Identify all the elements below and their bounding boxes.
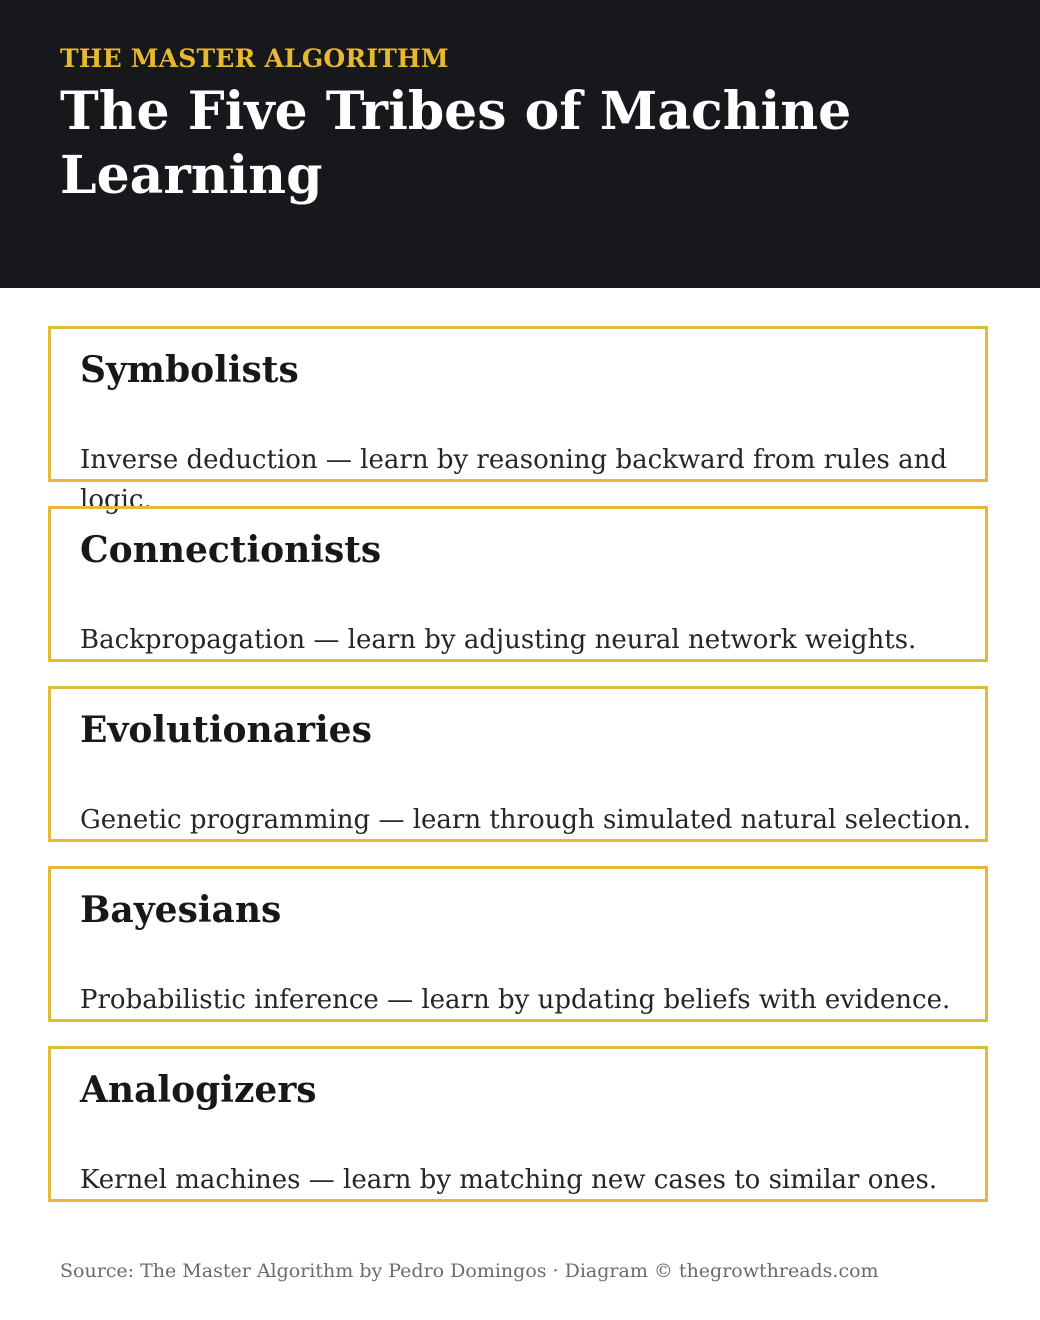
tribe-description: Genetic programming — learn through simulated natural selection. bbox=[80, 805, 972, 835]
tribe-name: Analogizers bbox=[80, 1069, 317, 1111]
tribe-name: Bayesians bbox=[80, 889, 282, 931]
kicker-label: THE MASTER ALGORITHM bbox=[60, 44, 449, 73]
tribe-name: Connectionists bbox=[80, 529, 382, 571]
tribe-description: Probabilistic inference — learn by updating beliefs with evidence. bbox=[80, 985, 951, 1015]
tribe-description: Inverse deduction — learn by reasoning backward from rules and logic. bbox=[80, 445, 948, 515]
source-credit: Source: The Master Algorithm by Pedro Domingos · Diagram © thegrowthreads.com bbox=[60, 1260, 879, 1282]
tribe-name: Evolutionaries bbox=[80, 709, 372, 751]
page-title: The Five Tribes of Machine Learning bbox=[60, 81, 852, 206]
header-banner bbox=[0, 0, 1040, 288]
tribe-name: Symbolists bbox=[80, 349, 299, 391]
tribe-description: Kernel machines — learn by matching new cases to similar ones. bbox=[80, 1165, 938, 1195]
tribe-description: Backpropagation — learn by adjusting neural network weights. bbox=[80, 625, 917, 655]
